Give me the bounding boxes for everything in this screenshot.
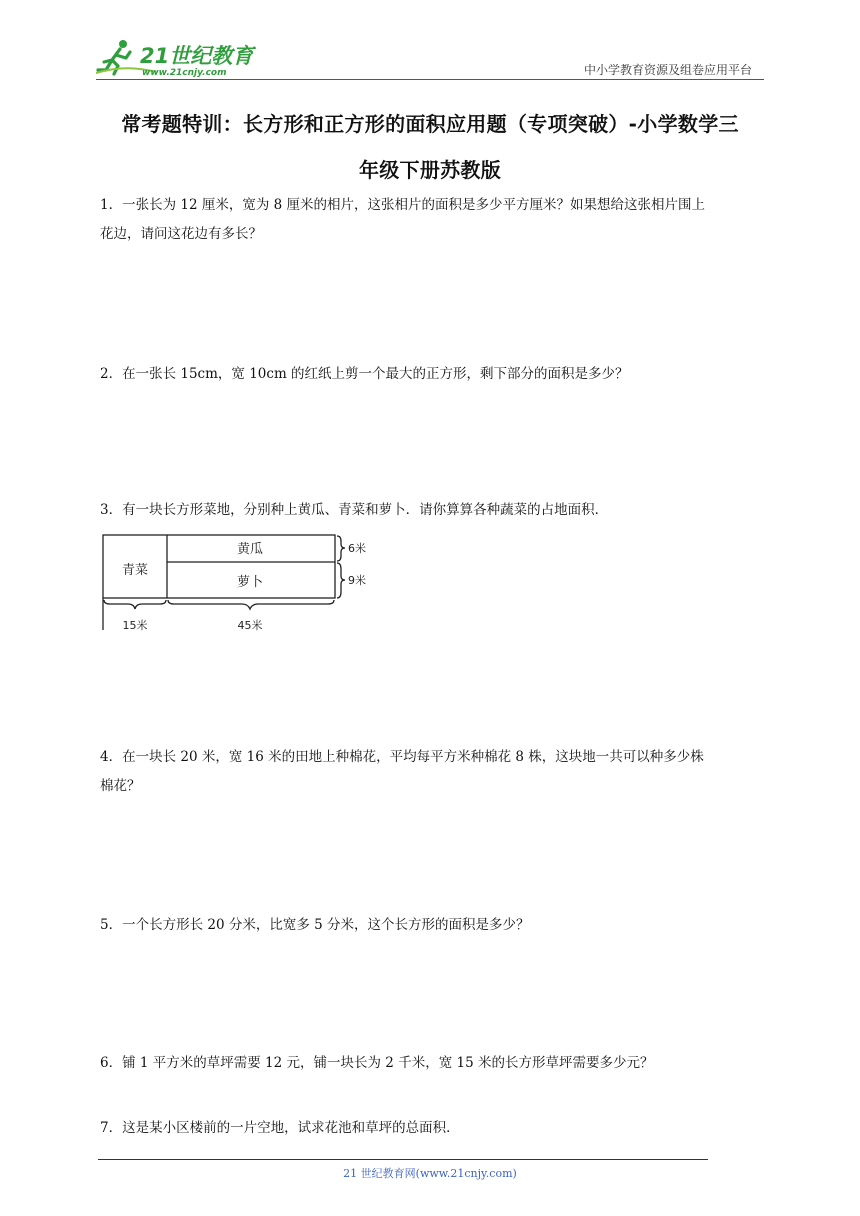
question-4-line-1: 4．在一块长 20 米，宽 16 米的田地上种棉花，平均每平方米种棉花 8 株，这块地一共可以种多少株	[100, 749, 704, 765]
vegetable-plot-diagram	[100, 532, 380, 637]
question-1-line-1: 1．一张长为 12 厘米，宽为 8 厘米的相片，这张相片的面积是多少平方厘米？如果想给这张相片围上	[100, 197, 706, 213]
label-9m: 9米	[348, 574, 366, 587]
brace-45m	[168, 600, 334, 609]
header-divider	[96, 79, 764, 80]
platform-name: 中小学教育资源及组卷应用平台	[583, 63, 752, 77]
question-5-line-1: 5．一个长方形长 20 分米，比宽多 5 分米，这个长方形的面积是多少？	[100, 917, 530, 933]
label-huanggua: 黄瓜	[236, 542, 264, 557]
question-3	[100, 496, 764, 525]
label-15m: 15米	[122, 619, 148, 632]
question-7	[100, 1114, 764, 1143]
label-luobo: 萝卜	[236, 575, 264, 590]
question-5	[100, 911, 764, 940]
question-1	[100, 191, 764, 249]
question-6-line-1: 6．铺 1 平方米的草坪需要 12 元，铺一块长为 2 千米，宽 15 米的长方形草坪需要多少元？	[100, 1055, 654, 1071]
page-title-line-1: 常考题特训：长方形和正方形的面积应用题（专项突破）-小学数学三	[121, 112, 739, 136]
question-6	[100, 1049, 764, 1078]
question-1-line-2: 花边，请问这花边有多长？	[100, 226, 262, 242]
question-2	[100, 360, 764, 389]
logo-text: 21世纪教育	[140, 44, 254, 68]
footer-text: 21 世纪教育网(www.21cnjy.com)	[343, 1167, 517, 1180]
question-4-line-2: 棉花？	[100, 778, 141, 794]
brace-6m	[337, 536, 345, 561]
label-qingcai: 青菜	[121, 563, 149, 578]
footer-divider	[98, 1159, 708, 1160]
question-4	[100, 743, 764, 801]
site-logo	[96, 36, 266, 78]
question-2-line-1: 2．在一张长 15cm，宽 10cm 的红纸上剪一个最大的正方形，剩下部分的面积是多少？	[100, 366, 629, 382]
question-3-line-1: 3．有一块长方形菜地，分别种上黄瓜、青菜和萝卜．请你算算各种蔬菜的占地面积．	[100, 502, 609, 518]
logo-url: www.21cnjy.com	[142, 68, 227, 78]
question-7-line-1: 7．这是某小区楼前的一片空地，试求花池和草坪的总面积．	[100, 1120, 460, 1136]
page-title-line-2: 年级下册苏教版	[358, 158, 502, 182]
brace-15m	[104, 600, 166, 609]
label-45m: 45米	[237, 619, 263, 632]
brace-9m	[337, 563, 345, 598]
label-6m: 6米	[348, 542, 366, 555]
